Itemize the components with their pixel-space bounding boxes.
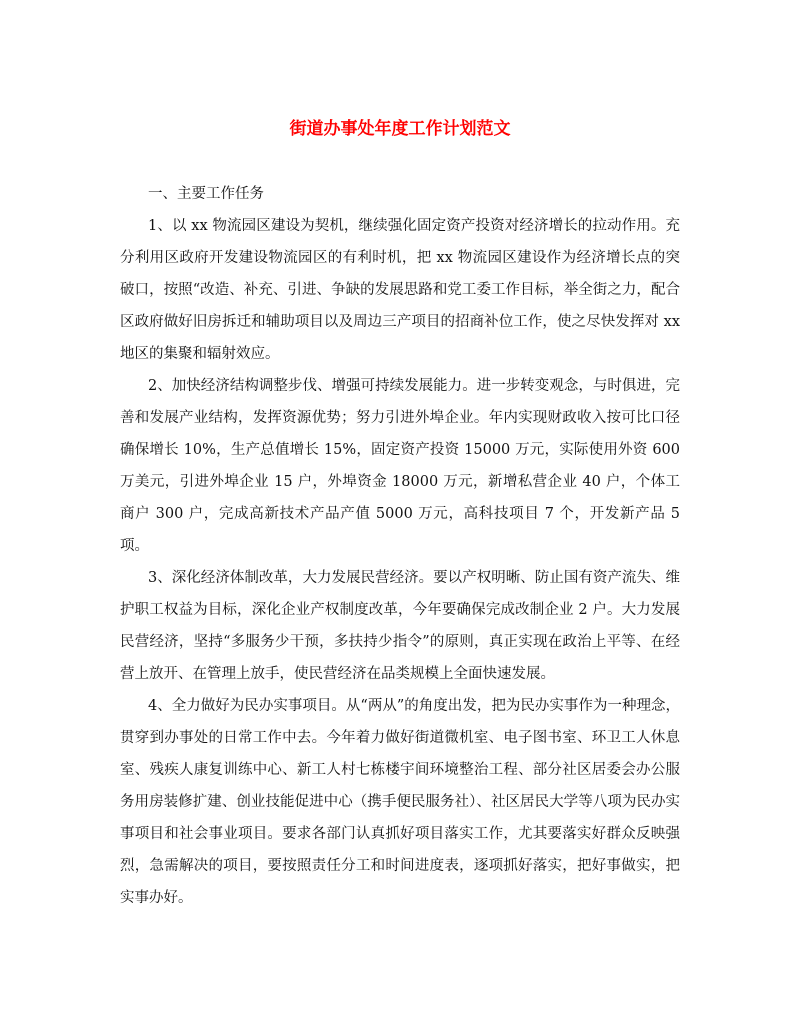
paragraph-3: 3、深化经济体制改革，大力发展民营经济。要以产权明晰、防止国有资产流失、维护职工权益为目标，深化企业产权制度改革，今年要确保完成改制企业 2 户。大力发展民营经济，坚持“多服务少干预，多扶持少指令”的原则，真正实现在政治上平等、在经营上放开、在管理上放手，使民营经济在品类规模上全面快速发展。	[120, 570, 680, 682]
document-body	[120, 178, 680, 914]
document-title: 街道办事处年度工作计划范文	[289, 119, 511, 139]
section-heading: 一、主要工作任务	[148, 186, 264, 202]
paragraph-2: 2、加快经济结构调整步伐、增强可持续发展能力。进一步转变观念，与时俱进，完善和发展产业结构，发挥资源优势；努力引进外埠企业。年内实现财政收入按可比口径确保增长 10%，生产总值增长 15%，固定资产投资 15000 万元，实际使用外资 600 万美元，引进外埠企业 15 户，外埠资金 18000 万元，新增私营企业 40 户，个体工商户 300 户，完成高新技术产品产值 5000 万元，高科技项目 7 个，开发新产品 5 项。	[120, 378, 680, 554]
paragraph-4: 4、全力做好为民办实事项目。从“两从”的角度出发，把为民办实事作为一种理念，贯穿到办事处的日常工作中去。今年着力做好街道微机室、电子图书室、环卫工人休息室、残疾人康复训练中心、新工人村七栋楼宇间环境整治工程、部分社区居委会办公服务用房装修扩建、创业技能促进中心（携手便民服务社）、社区居民大学等八项为民办实事项目和社会事业项目。要求各部门认真抓好项目落实工作，尤其要落实好群众反映强烈，急需解决的项目，要按照责任分工和时间进度表，逐项抓好落实，把好事做实，把实事办好。	[120, 698, 680, 906]
paragraph-1: 1、以 xx 物流园区建设为契机，继续强化固定资产投资对经济增长的拉动作用。充分利用区政府开发建设物流园区的有利时机，把 xx 物流园区建设作为经济增长点的突破口，按照“改造、补充、引进、争缺的发展思路和党工委工作目标，举全街之力，配合区政府做好旧房拆迁和辅助项目以及周边三产项目的招商补位工作，使之尽快发挥对 xx 地区的集聚和辐射效应。	[120, 218, 680, 362]
